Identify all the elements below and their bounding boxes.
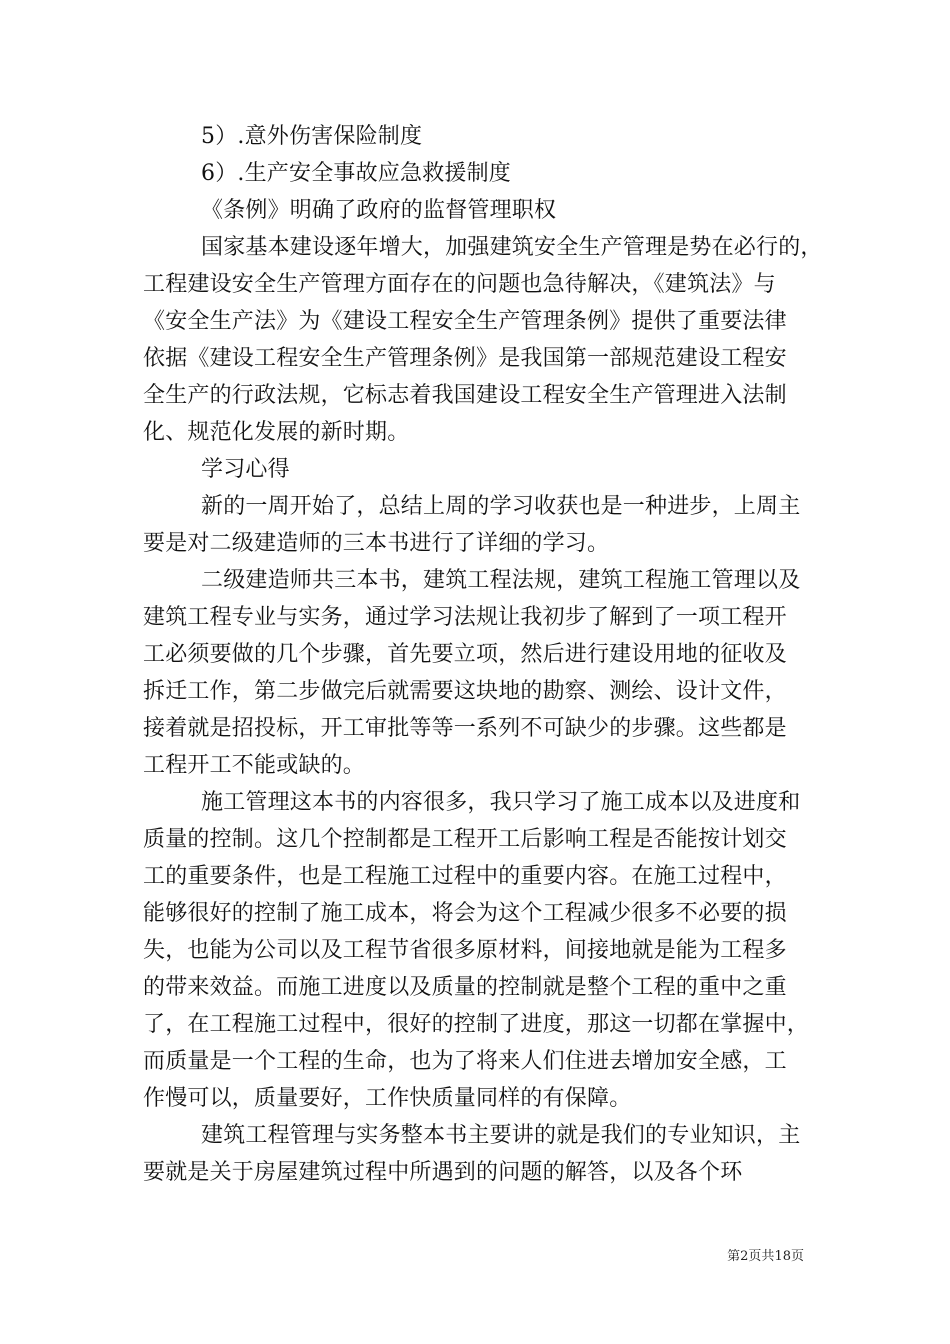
page-footer (0, 1248, 950, 1266)
text-line: 了，在工程施工过程中，很好的控制了进度，那这一切都在掌握中， (143, 1012, 810, 1037)
text-line: 《条例》明确了政府的监督管理职权 (201, 198, 557, 223)
text-line: 6）.生产安全事故应急救援制度 (201, 161, 511, 186)
footer-middle: 页共 (748, 1249, 775, 1264)
text-line: 失，也能为公司以及工程节省很多原材料，间接地就是能为工程多 (143, 938, 787, 963)
total-page-count: 18 (774, 1249, 791, 1264)
text-line: 工的重要条件，也是工程施工过程中的重要内容。在施工过程中， (143, 864, 787, 889)
document-body (143, 118, 823, 1191)
text-line: 学习心得 (201, 457, 290, 482)
text-line: 新的一周开始了，总结上周的学习收获也是一种进步，上周主 (201, 494, 801, 519)
text-line: 拆迁工作，第二步做完后就需要这块地的勘察、测绘、设计文件， (143, 679, 787, 704)
current-page-number: 2 (740, 1249, 749, 1264)
text-line: 全生产的行政法规，它标志着我国建设工程安全生产管理进入法制 (143, 383, 787, 408)
text-line: 建筑工程管理与实务整本书主要讲的就是我们的专业知识，主 (201, 1123, 801, 1148)
text-line: 工必须要做的几个步骤，首先要立项，然后进行建设用地的征收及 (143, 642, 787, 667)
text-line: 要就是关于房屋建筑过程中所遇到的问题的解答，以及各个环 (143, 1160, 743, 1185)
text-line: 的带来效益。而施工进度以及质量的控制就是整个工程的重中之重 (143, 975, 787, 1000)
text-line: 依据《建设工程安全生产管理条例》是我国第一部规范建设工程安 (143, 346, 787, 371)
text-line: 作慢可以，质量要好，工作快质量同样的有保障。 (143, 1086, 632, 1111)
text-line: 工程建设安全生产管理方面存在的问题也急待解决，《建筑法》与 (143, 272, 776, 297)
text-line: 施工管理这本书的内容很多，我只学习了施工成本以及进度和 (201, 790, 801, 815)
text-line: 而质量是一个工程的生命，也为了将来人们住进去增加安全感，工 (143, 1049, 787, 1074)
text-line: 国家基本建设逐年增大，加强建筑安全生产管理是势在必行的， (201, 235, 823, 260)
text-line: 5）.意外伤害保险制度 (201, 124, 423, 149)
text-line: 二级建造师共三本书，建筑工程法规，建筑工程施工管理以及 (201, 568, 801, 593)
text-line: 化、规范化发展的新时期。 (143, 420, 410, 445)
text-line: 建筑工程专业与实务，通过学习法规让我初步了解到了一项工程开 (143, 605, 787, 630)
text-line: 要是对二级建造师的三本书进行了详细的学习。 (143, 531, 610, 556)
footer-suffix: 页 (790, 1249, 804, 1264)
text-line: 质量的控制。这几个控制都是工程开工后影响工程是否能按计划交 (143, 827, 787, 852)
footer-prefix: 第 (727, 1249, 741, 1264)
text-line: 工程开工不能或缺的。 (143, 753, 366, 778)
text-line: 《安全生产法》为《建设工程安全生产管理条例》提供了重要法律 (143, 309, 787, 334)
page-number-label (727, 1248, 804, 1266)
text-line: 接着就是招投标，开工审批等等一系列不可缺少的步骤。这些都是 (143, 716, 787, 741)
text-line: 能够很好的控制了施工成本，将会为这个工程减少很多不必要的损 (143, 901, 787, 926)
